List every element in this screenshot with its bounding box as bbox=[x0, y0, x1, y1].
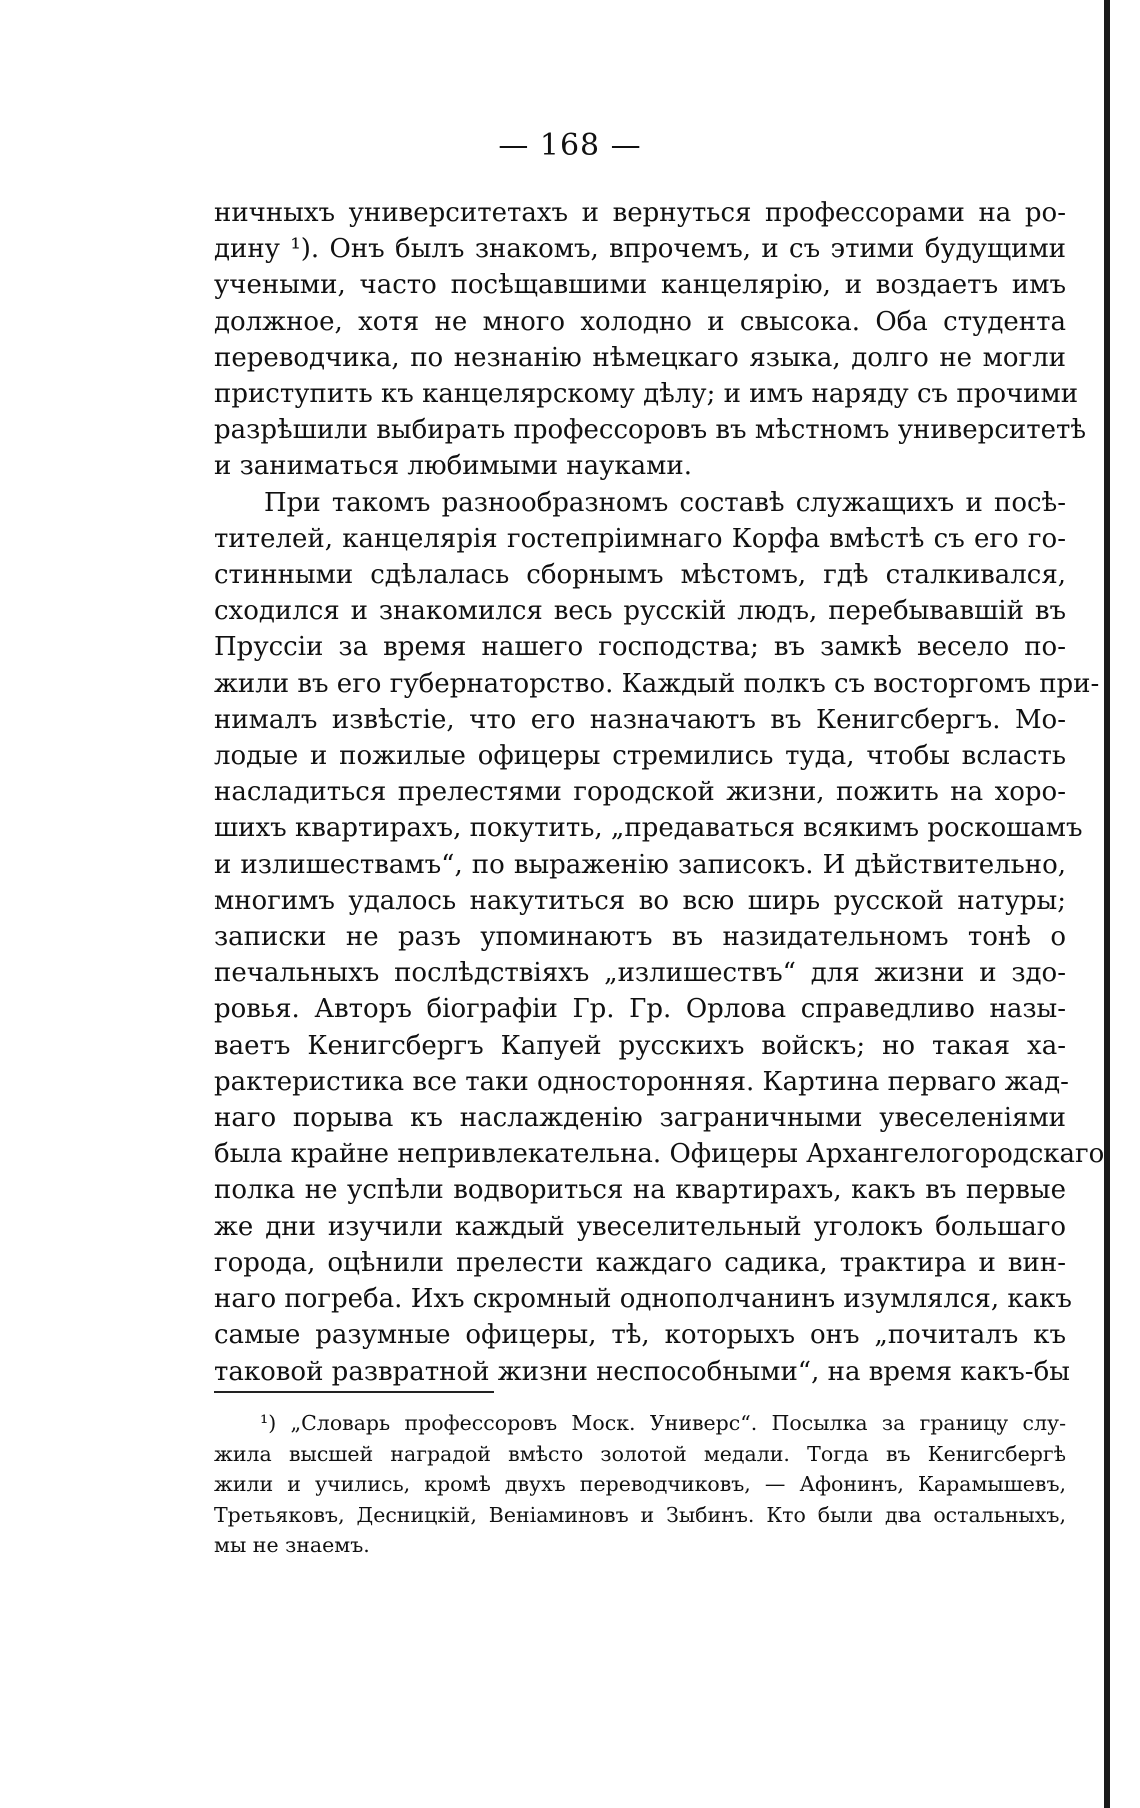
text-line: нималъ извѣстіе, что его назначаютъ въ Кенигсбергъ. Мо- bbox=[214, 704, 1066, 735]
main-text bbox=[214, 195, 1105, 1390]
footnote bbox=[214, 1408, 1066, 1561]
text-line: многимъ удалось накутиться во всю ширь русской натуры; bbox=[214, 885, 1066, 916]
text-line: ваетъ Кенигсбергъ Капуей русскихъ войскъ; но такая ха- bbox=[214, 1030, 1066, 1061]
text-line: печальныхъ послѣдствіяхъ „излишествъ“ для жизни и здо- bbox=[214, 958, 1066, 989]
text-line: наго погреба. Ихъ скромный однополчанинъ изумлялся, какъ bbox=[214, 1284, 1072, 1315]
text-line: полка не успѣли водвориться на квартирахъ, какъ въ первые bbox=[214, 1175, 1066, 1206]
text-line: и заниматься любимыми науками. bbox=[214, 451, 692, 482]
text-line: таковой развратной жизни неспособными“, на время какъ-бы bbox=[214, 1356, 1070, 1387]
text-line: города, оцѣнили прелести каждаго садика, трактира и вин- bbox=[214, 1247, 1066, 1278]
text-line: дину ¹). Онъ былъ знакомъ, впрочемъ, и съ этими будущими bbox=[214, 234, 1066, 265]
text-line: При такомъ разнообразномъ составѣ служащихъ и посѣ- bbox=[264, 487, 1066, 518]
footnote-line: мы не знаемъ. bbox=[214, 1533, 370, 1558]
text-line: же дни изучили каждый увеселительный уголокъ большаго bbox=[214, 1211, 1066, 1242]
page-number: — 168 — bbox=[498, 128, 642, 163]
text-line: разрѣшили выбирать профессоровъ въ мѣстномъ университетѣ bbox=[214, 415, 1087, 446]
text-line: учеными, часто посѣщавшими канцелярію, и воздаетъ имъ bbox=[214, 270, 1066, 301]
text-line: насладиться прелестями городской жизни, пожить на хоро- bbox=[214, 777, 1066, 808]
text-line: Пруссіи за время нашего господства; въ замкѣ весело по- bbox=[214, 632, 1066, 663]
text-line: рактеристика все таки односторонняя. Картина перваго жад- bbox=[214, 1066, 1069, 1097]
text-line: переводчика, по незнанію нѣмецкаго языка, долго не могли bbox=[214, 342, 1066, 373]
footnote-line: жили и учились, кромѣ двухъ переводчиковъ, — Афонинъ, Карамышевъ, bbox=[214, 1472, 1066, 1497]
text-line: жили въ его губернаторство. Каждый полкъ съ восторгомъ при- bbox=[214, 668, 1100, 699]
text-line: лодые и пожилые офицеры стремились туда, чтобы всласть bbox=[214, 741, 1066, 772]
text-line: ровья. Авторъ біографіи Гр. Гр. Орлова справедливо назы- bbox=[214, 994, 1066, 1025]
text-line: записки не разъ упоминаютъ въ назидательномъ тонѣ о bbox=[214, 922, 1066, 953]
page-edge-shadow bbox=[1104, 0, 1110, 1808]
text-line: ничныхъ университетахъ и вернуться профессорами на ро- bbox=[214, 198, 1066, 228]
text-line: и излишествамъ“, по выраженію записокъ. И дѣйствительно, bbox=[214, 849, 1066, 880]
footnote-divider bbox=[214, 1391, 494, 1393]
text-line: самые разумные офицеры, тѣ, которыхъ онъ „почиталъ къ bbox=[214, 1320, 1066, 1351]
text-line: сходился и знакомился весь русскій людъ, перебывавшій въ bbox=[214, 596, 1066, 627]
text-line: наго порыва къ наслажденію заграничными увеселеніями bbox=[214, 1103, 1066, 1134]
text-line: была крайне непривлекательна. Офицеры Архангелогородскаго bbox=[214, 1139, 1105, 1170]
text-line: должное, хотя не много холодно и свысока. Оба студента bbox=[214, 306, 1066, 337]
footnote-line: ¹) „Словарь профессоровъ Моск. Универс“. Посылка за границу слу- bbox=[260, 1411, 1066, 1435]
footnote-line: жила высшей наградой вмѣсто золотой медали. Тогда въ Кенигсбергѣ bbox=[214, 1441, 1066, 1466]
footnote-line: Третьяковъ, Десницкій, Веніаминовъ и Зыбинъ. Кто были два остальныхъ, bbox=[214, 1502, 1066, 1527]
text-line: тителей, канцелярія гостепріимнаго Корфа вмѣстѣ съ его го- bbox=[214, 523, 1066, 554]
text-line: стинными сдѣлалась сборнымъ мѣстомъ, гдѣ сталкивался, bbox=[214, 560, 1066, 591]
text-line: шихъ квартирахъ, покутить, „предаваться всякимъ роскошамъ bbox=[214, 813, 1083, 844]
text-line: приступить къ канцелярскому дѣлу; и имъ наряду съ прочими bbox=[214, 379, 1079, 410]
